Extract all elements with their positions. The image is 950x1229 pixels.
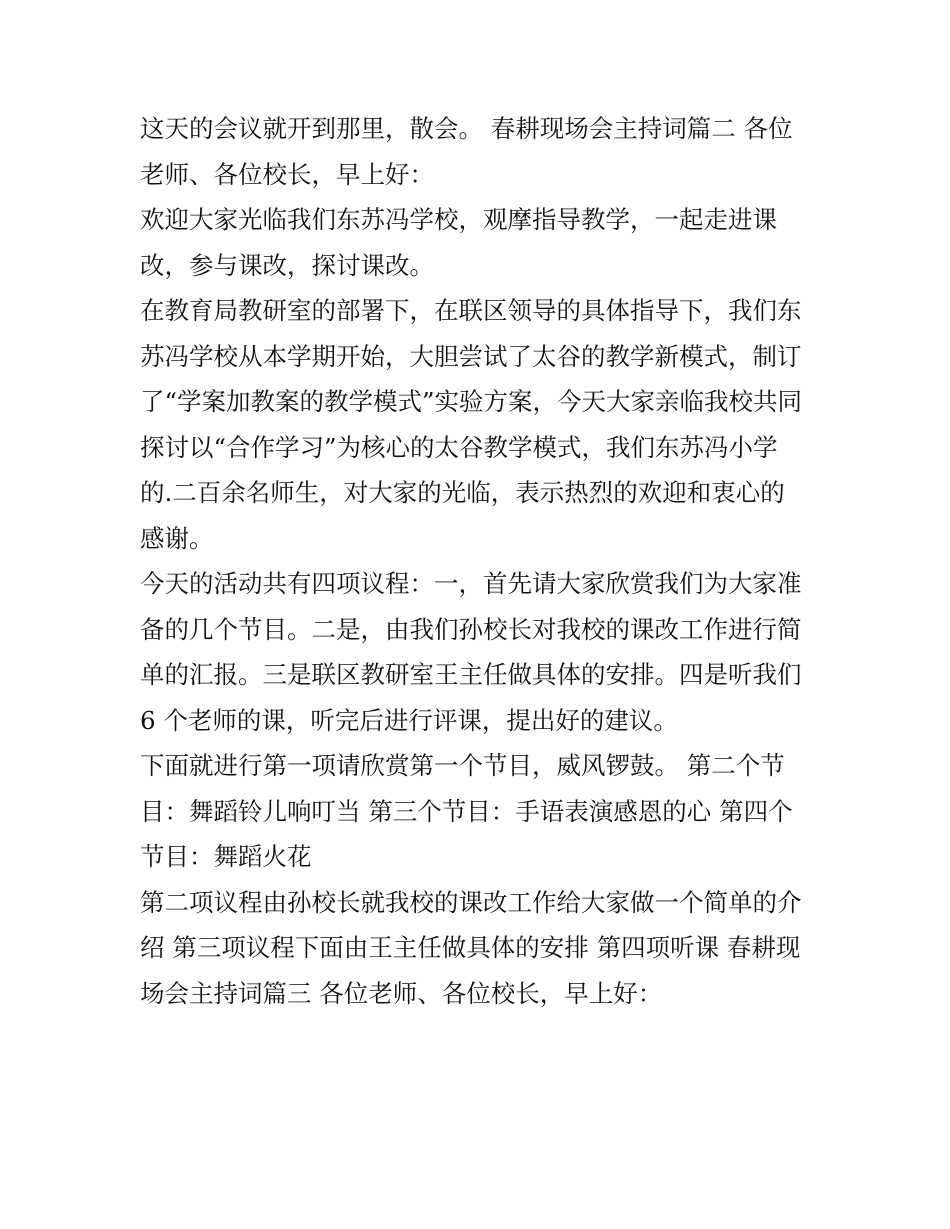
text-line: 这天的会议就开到那里，散会。 春耕现场会主持词篇二 各位 [140,114,793,143]
text-line: 今天的活动共有四项议程：一，首先请大家欣赏我们为大家准 [140,569,802,598]
text-line: 改，参与课改，探讨课改。 [140,250,434,280]
text-line: 节目：舞蹈火花 [140,842,312,871]
text-line: 下面就进行第一项请欣赏第一个节目，威风锣鼓。 第二个节 [140,751,785,780]
text-line: 备的几个节目。二是，由我们孙校长对我校的课改工作进行简 [140,614,802,644]
text-line: 在教育局教研室的部署下，在联区领导的具体指导下，我们东 [140,296,802,325]
text-line: 探讨以“合作学习”为核心的太谷教学模式，我们东苏冯小学 [140,432,778,462]
text-line: 场会主持词篇三 各位老师、各位校长，早上好： [140,978,663,1008]
text-line: 的.二百余名师生，对大家的光临，表示热烈的欢迎和衷心的 [140,478,785,507]
text-line: 6 个老师的课，听完后进行评课，提出好的建议。 [140,705,678,735]
text-line: 欢迎大家光临我们东苏冯学校，观摩指导教学，一起走进课 [140,205,777,234]
text-line: 感谢。 [140,523,214,553]
text-line: 了“学案加教案的教学模式”实验方案，今天大家亲临我校共同 [140,387,803,416]
text-line: 苏冯学校从本学期开始，大胆尝试了太谷的教学新模式，制订 [140,341,802,371]
text-line: 单的汇报。三是联区教研室王主任做具体的安排。四是听我们 [140,660,802,689]
text-line: 老师、各位校长，早上好： [140,159,434,189]
text-line: 绍 第三项议程下面由王主任做具体的安排 第四项听课 春耕现 [140,933,801,962]
document-body [140,106,820,1016]
text-line: 目：舞蹈铃儿响叮当 第三个节目：手语表演感恩的心 第四个 [140,796,793,826]
text-line: 第二项议程由孙校长就我校的课改工作给大家做一个简单的介 [140,887,802,917]
